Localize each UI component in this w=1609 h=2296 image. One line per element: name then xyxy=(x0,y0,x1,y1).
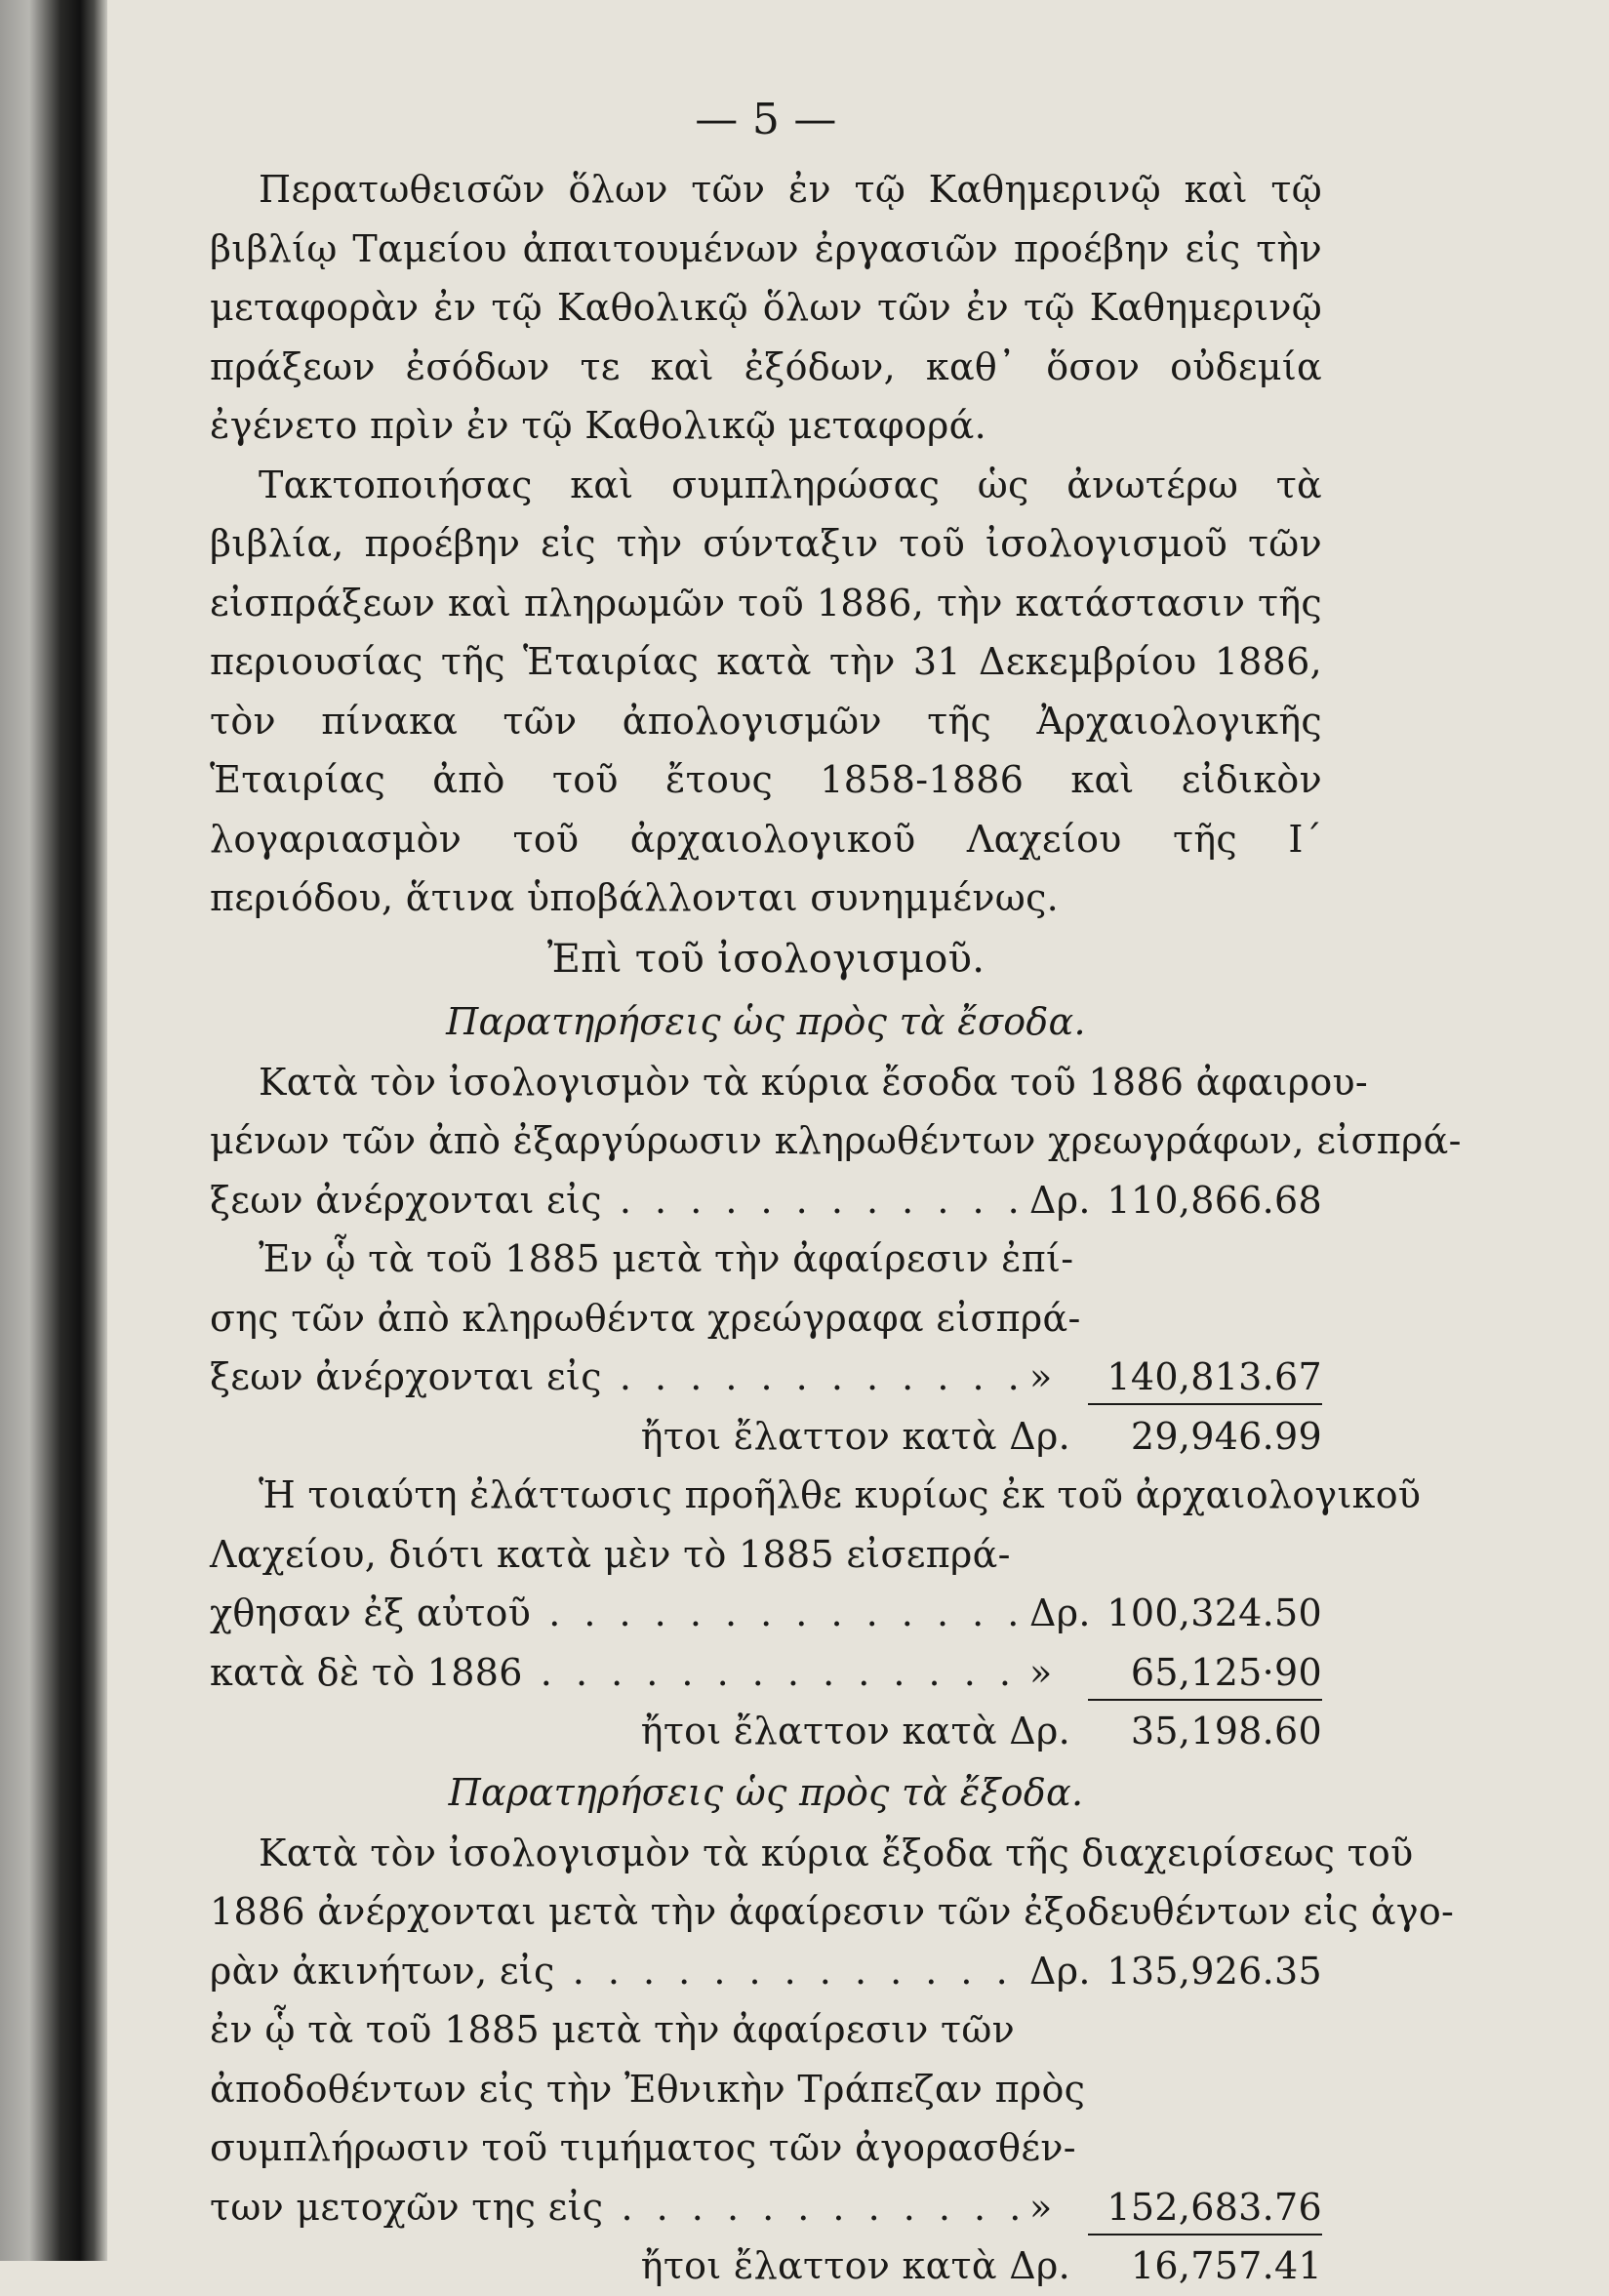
expenses-item1-line: Κατὰ τὸν ἰσολογισμὸν τὰ κύρια ἔξοδα τῆς διαχειρίσεως τοῦ xyxy=(259,1831,1414,1874)
income-difference2-row xyxy=(210,1702,1322,1761)
expenses-item1-amount: 135,926.35 xyxy=(1106,1949,1322,1993)
page-number: — 5 — xyxy=(695,95,837,144)
income-item3-line: Λαχείου, διότι κατὰ μὲν τὸ 1885 εἰσεπρά- xyxy=(210,1532,1011,1576)
income-item2-row xyxy=(210,1348,1322,1407)
income-item4-amount: 65,125·90 xyxy=(1088,1646,1322,1701)
income-difference1-amount: 29,946.99 xyxy=(1130,1414,1322,1458)
income-item4-label: κατὰ δὲ τὸ 1886 . . . xyxy=(210,1643,1029,1703)
expenses-item2-row xyxy=(210,2178,1322,2237)
currency-label: Δρ. xyxy=(1029,1591,1091,1634)
book-page xyxy=(210,90,1462,2296)
expenses-item2-label: των μετοχῶν της εἰς . . . xyxy=(210,2178,1029,2237)
income-item3-row xyxy=(210,1584,1322,1643)
income-item2-line: Ἐν ᾧ τὰ τοῦ 1885 μετὰ τὴν ἀφαίρεσιν ἐπί- xyxy=(259,1237,1074,1280)
income-item1-row xyxy=(210,1171,1322,1230)
income-item4-row xyxy=(210,1643,1322,1703)
expenses-item1-line: 1886 ἀνέρχονται μετὰ τὴν ἀφαίρεσιν τῶν ἐξοδευθέντων εἰς ἀγο- xyxy=(210,1890,1455,1933)
income-item3-amount: 100,324.50 xyxy=(1106,1591,1322,1634)
expenses-difference-row xyxy=(210,2236,1322,2296)
book-spine-shadow xyxy=(0,0,107,2261)
currency-label: Δρ. xyxy=(1029,1949,1091,1993)
intro-paragraph: Περατωθεισῶν ὅλων τῶν ἐν τῷ Καθημερινῷ καὶ τῷ βιβλίῳ Ταμείου ἀπαιτουμένων ἐργασιῶν προέβην εἰς τὴν μεταφορὰν ἐν τῷ Καθολικῷ ὅλων τῶν ἐν τῷ Καθημερινῷ πράξεων ἐσόδων τε καὶ ἐξόδων, καθ᾿ ὅσον οὐδεμία ἐγένετο πρὶν ἐν τῷ Καθολικῷ μεταφορά. xyxy=(210,168,1322,447)
expenses-item1-row xyxy=(210,1942,1322,2001)
income-difference2-amount: 35,198.60 xyxy=(1130,1710,1322,1752)
currency-label: » xyxy=(1029,1650,1053,1694)
currency-label: » xyxy=(1029,2185,1053,2229)
expenses-item2-line: ἀποδοθέντων εἰς τὴν Ἐθνικὴν Τράπεζαν πρὸς xyxy=(210,2067,1086,2111)
expenses-difference-amount: 16,757.41 xyxy=(1130,2244,1322,2287)
income-item1-amount: 110,866.68 xyxy=(1106,1178,1322,1222)
income-item1-label: ξεων ἀνέρχονται εἰς . . . xyxy=(210,1171,1029,1230)
income-item3-label: χθησαν ἐξ αὐτοῦ . . . xyxy=(210,1584,1029,1643)
expenses-item2-amount: 152,683.76 xyxy=(1088,2181,1322,2236)
currency-label: » xyxy=(1029,1355,1053,1398)
second-paragraph: Τακτοποιήσας καὶ συμπληρώσας ὡς ἀνωτέρω τὰ βιβλία, προέβην εἰς τὴν σύνταξιν τοῦ ἰσολογισμοῦ τῶν εἰσπράξεων καὶ πληρωμῶν τοῦ 1886, τὴν κατάστασιν τῆς περιουσίας τῆς Ἑταιρίας κατὰ τὴν 31 Δεκεμβρίου 1886, τὸν πίνακα τῶν ἀπολογισμῶν τῆς Ἀρχαιολογικῆς Ἑταιρίας ἀπὸ τοῦ ἔτους 1858-1886 καὶ εἰδικὸν λογαριασμὸν τοῦ ἀρχαιολογικοῦ Λαχείου τῆς Ι΄ περιόδου, ἅτινα ὑποβάλλονται συνημμένως. xyxy=(210,463,1322,919)
income-difference1-row xyxy=(210,1407,1322,1467)
expenses-item1-label: ρὰν ἀκινήτων, εἰς . . . xyxy=(210,1942,1029,2001)
income-heading: Παρατηρήσεις ὡς πρὸς τὰ ἔσοδα. xyxy=(446,999,1086,1043)
expenses-item2-line: συμπλήρωσιν τοῦ τιμήματος τῶν ἀγορασθέν- xyxy=(210,2126,1076,2169)
income-item2-line: σης τῶν ἀπὸ κληρωθέντα χρεώγραφα εἰσπρά- xyxy=(210,1296,1081,1340)
income-item2-amount: 140,813.67 xyxy=(1088,1350,1322,1405)
income-item1-line: Κατὰ τὸν ἰσολογισμὸν τὰ κύρια ἔσοδα τοῦ 1886 ἀφαιρου- xyxy=(259,1060,1369,1104)
difference-label: ἤτοι ἔλαττον κατὰ Δρ. xyxy=(640,1414,1070,1458)
currency-label: Δρ. xyxy=(1029,1178,1091,1222)
expenses-item2-line: ἐν ᾧ τὰ τοῦ 1885 μετὰ τὴν ἀφαίρεσιν τῶν xyxy=(210,2008,1016,2051)
income-item1-line: μένων τῶν ἀπὸ ἐξαργύρωσιν κληρωθέντων χρεωγράφων, εἰσπρά- xyxy=(210,1119,1462,1162)
difference-label: ἤτοι ἔλαττον κατὰ Δρ. xyxy=(640,1710,1070,1752)
section-heading: Ἐπὶ τοῦ ἰσολογισμοῦ. xyxy=(546,936,986,982)
expenses-heading: Παρατηρήσεις ὡς πρὸς τὰ ἔξοδα. xyxy=(448,1770,1084,1814)
difference-label: ἤτοι ἔλαττον κατὰ Δρ. xyxy=(640,2244,1070,2287)
income-item3-line: Ἡ τοιαύτη ἐλάττωσις προῆλθε κυρίως ἐκ τοῦ ἀρχαιολογικοῦ xyxy=(259,1473,1422,1516)
income-item2-label: ξεων ἀνέρχονται εἰς . . . xyxy=(210,1348,1029,1407)
